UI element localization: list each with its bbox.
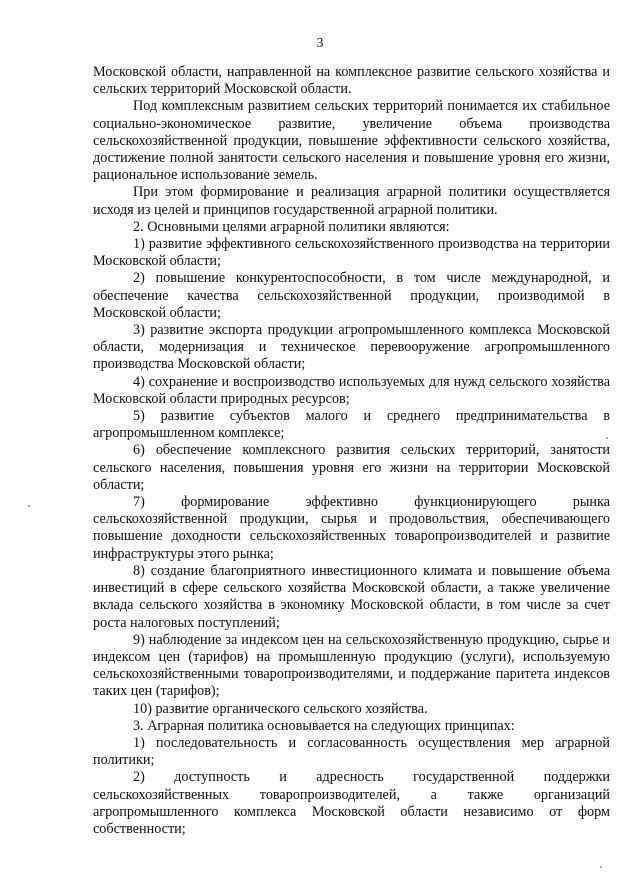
- scan-speck: [606, 437, 608, 439]
- goal-item-9: 9) наблюдение за индексом цен на сельскохозяйственную продукцию, сырье и индексом цен (тарифов) на промышленную продукцию (услуги), используемую сельскохозяйственными товаропроизводителями, и поддержание паритета индексов таких цен (тарифов);: [93, 631, 610, 700]
- paragraph-policy-basis: При этом формирование и реализация аграрной политики осуществляется исходя из целей и принципов государственной аграрной политики.: [93, 184, 610, 218]
- goal-item-6: 6) обеспечение комплексного развития сельских территорий, занятости сельского населения, повышения уровня его жизни на территории Московской области;: [93, 442, 610, 493]
- principle-item-2: 2) доступность и адресность государственной поддержки сельскохозяйственных товаропроизводителей, а также организаций агропромышленного комплекса Московской области независимо от форм собственности;: [93, 769, 610, 837]
- paragraph-continuation: Московской области, направленной на комплексное развитие сельского хозяйства и сельских территорий Московской области.: [93, 64, 610, 98]
- goal-item-4: 4) сохранение и воспроизводство используемых для нужд сельского хозяйства Московской области природных ресурсов;: [93, 373, 610, 407]
- goal-item-2: 2) повышение конкурентоспособности, в том числе международной, и обеспечение качества сельскохозяйственной продукции, производимой в Московской области;: [93, 270, 610, 321]
- goal-item-7: 7) формирование эффективно функционирующего рынка сельскохозяйственной продукции, сырья и продовольствия, обеспечивающего повышение доходности сельскохозяйственных товаропроизводителей и развитие инфраструктуры этого рынка;: [93, 494, 610, 562]
- goal-item-5: 5) развитие субъектов малого и среднего предпринимательства в агропромышленном комплексе;: [93, 408, 610, 442]
- scan-speck: [600, 866, 602, 868]
- page-number: 3: [316, 36, 324, 51]
- paragraph-definition: Под комплексным развитием сельских территорий понимается их стабильное социально-экономическое развитие, увеличение объема производства сельскохозяйственной продукции, повышение эффективности сельского хозяйства, достижение полной занятости сельского населения и повышение уровня его жизни, рациональное использование земель.: [93, 98, 610, 184]
- goal-item-3: 3) развитие экспорта продукции агропромышленного комплекса Московской области, модернизация и техническое перевооружение агропромышленного производства Московской области;: [93, 322, 610, 373]
- principle-item-1: 1) последовательность и согласованность осуществления мер аграрной политики;: [93, 734, 610, 769]
- goal-item-1: 1) развитие эффективного сельскохозяйственного производства на территории Московской области;: [93, 236, 610, 270]
- goal-item-8: 8) создание благоприятного инвестиционного климата и повышение объема инвестиций в сфере сельского хозяйства Московской области, а также увеличение вклада сельского хозяйства в экономику Московской области, в том числе за счет роста налоговых поступлений;: [93, 562, 610, 631]
- goal-item-10: 10) развитие органического сельского хозяйства.: [133, 700, 428, 717]
- section-3-heading: 3. Аграрная политика основывается на следующих принципах:: [133, 717, 515, 734]
- scan-speck: [28, 505, 30, 507]
- section-2-heading: 2. Основными целями аграрной политики являются:: [133, 218, 450, 235]
